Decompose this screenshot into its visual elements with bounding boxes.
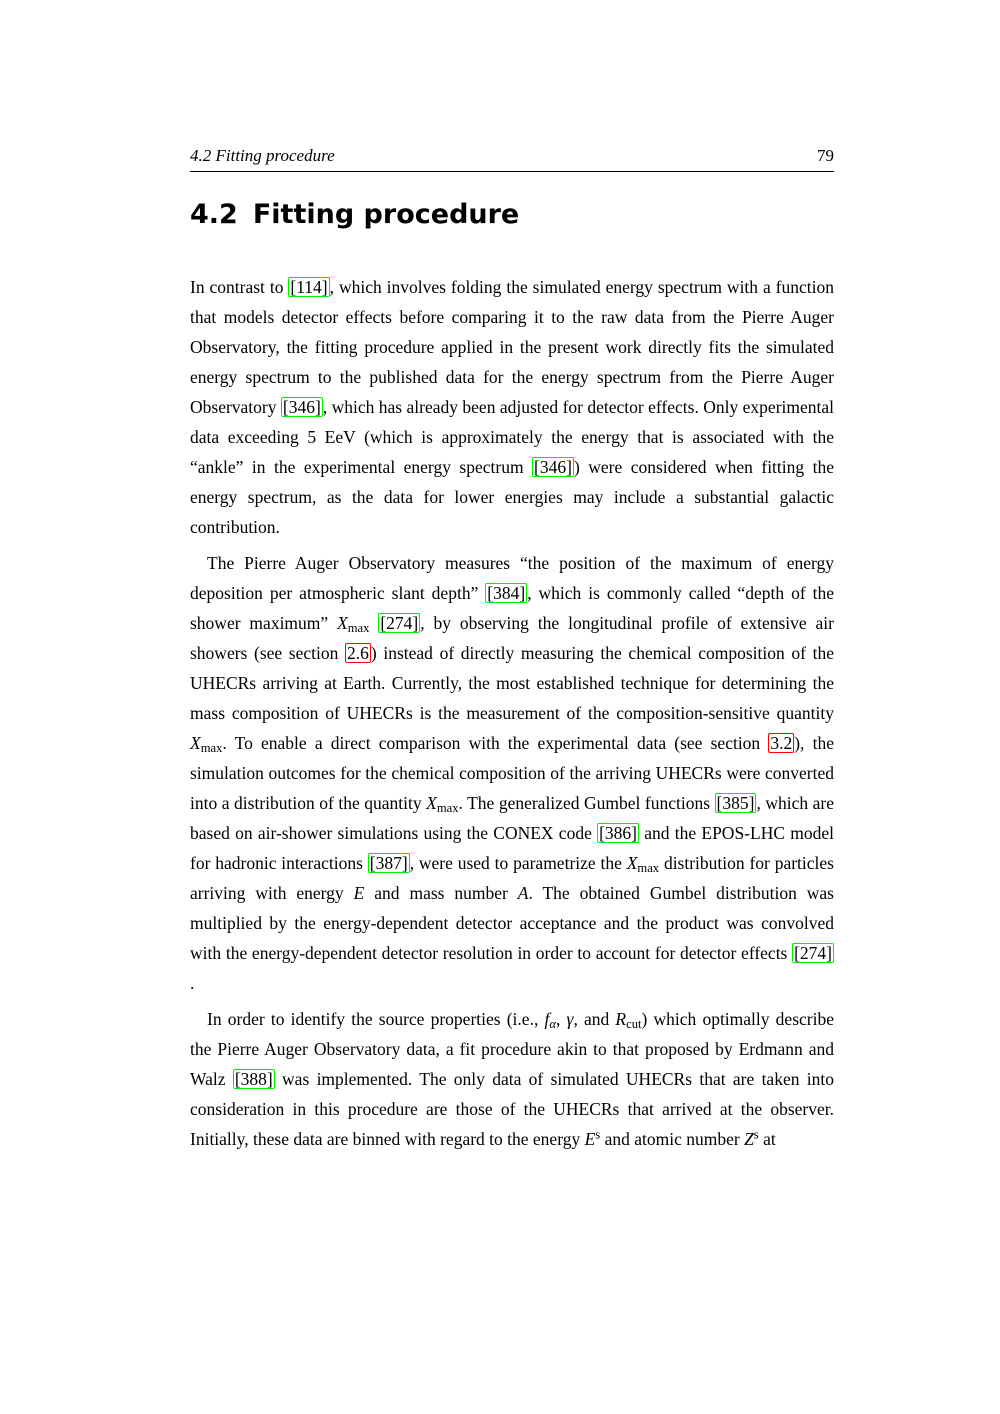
body-run: ) were considered when fitting the energy spectrum, as the data for lower energies may include a substantial galactic contribution. xyxy=(190,457,834,537)
body-run: , which involves folding the simulated energy spectrum with a function that models detector effects before comparing it to the raw data from the Pierre Auger Observatory, the fitting procedure applied in the present work directly fits the simulated energy spectrum to the published data for the energy spectrum from the Pierre Auger Observatory xyxy=(190,277,834,417)
section-heading xyxy=(190,199,834,231)
math-subscript: cut xyxy=(626,1016,642,1031)
body-run: , which has already been adjusted for detector effects. Only experimental data exceeding 5 EeV (which is approximately the energy that is associated with the “ankle” in the experimental energy spectrum xyxy=(190,397,834,477)
body-run: at xyxy=(758,1129,776,1149)
math-variable: X xyxy=(626,853,638,873)
paragraph-1 xyxy=(190,272,834,542)
citation-link[interactable]: [388] xyxy=(234,1069,273,1089)
body-run: ), the simulation outcomes for the chemical composition of the arriving UHECRs were converted into a distribution of the quantity xyxy=(190,733,834,813)
math-variable: R xyxy=(615,1009,627,1029)
math-subscript: max xyxy=(637,860,660,875)
body-run: . The generalized Gumbel functions xyxy=(458,793,715,813)
math-variable: Z xyxy=(744,1129,754,1149)
body-run xyxy=(369,613,378,633)
citation-link[interactable]: [386] xyxy=(599,823,637,843)
body-run: The Pierre Auger Observatory measures “the position of the maximum of energy deposition per atmospheric slant depth” xyxy=(190,553,834,603)
math-variable: E xyxy=(584,1129,596,1149)
citation-link[interactable]: [384] xyxy=(487,583,526,603)
body-run: . xyxy=(190,973,195,993)
math-superscript: s xyxy=(595,1127,601,1142)
section-ref-link[interactable]: 3.2 xyxy=(770,733,793,753)
math-variable: A xyxy=(517,883,529,903)
math-subscript: max xyxy=(347,620,370,635)
section-title: Fitting procedure xyxy=(252,199,520,230)
body-text xyxy=(190,272,834,1154)
body-run: , xyxy=(555,1009,567,1029)
page-number: 79 xyxy=(817,146,834,165)
body-run: , were used to parametrize the xyxy=(409,853,627,873)
math-variable: E xyxy=(353,883,365,903)
body-run: , which is commonly called “depth of the shower maximum” xyxy=(190,583,834,633)
citation-link[interactable]: [387] xyxy=(369,853,408,873)
body-run: In order to identify the source properties (i.e., xyxy=(207,1009,545,1029)
citation-link[interactable]: [346] xyxy=(534,457,572,477)
running-head xyxy=(190,146,834,166)
paragraph-3 xyxy=(190,1004,834,1154)
citation-link[interactable]: [274] xyxy=(380,613,419,633)
body-run: ) instead of directly measuring the chemical composition of the UHECRs arriving at Earth. Currently, the most established technique for determining the mass composition of UHECRs is the measurement of the composition-sensitive quantity xyxy=(190,643,834,723)
citation-link[interactable]: [274] xyxy=(794,943,832,963)
body-run: and atomic number xyxy=(600,1129,745,1149)
paragraph-2 xyxy=(190,548,834,998)
body-run: and mass number xyxy=(364,883,518,903)
math-variable: X xyxy=(426,793,437,813)
body-run: In contrast to xyxy=(190,277,289,297)
body-run: . To enable a direct comparison with the experimental data (see section xyxy=(222,733,769,753)
body-run: distribution for particles arriving with energy xyxy=(190,853,834,903)
math-subscript-italic: α xyxy=(549,1016,556,1031)
math-variable: X xyxy=(190,733,201,753)
math-variable: γ xyxy=(566,1009,574,1029)
math-variable: f xyxy=(544,1009,550,1029)
text-column xyxy=(190,146,834,1154)
math-superscript: s xyxy=(753,1127,759,1142)
running-head-rule xyxy=(190,171,834,172)
citation-link[interactable]: [114] xyxy=(290,277,328,297)
body-run: ) which optimally describe the Pierre Auger Observatory data, a fit procedure akin to that proposed by Erdmann and Walz xyxy=(190,1009,834,1089)
citation-link[interactable]: [346] xyxy=(282,397,321,417)
citation-link[interactable]: [385] xyxy=(716,793,755,813)
section-number: 4.2 xyxy=(190,199,238,230)
body-run: , which are based on air-shower simulations using the CONEX code xyxy=(190,793,834,843)
body-run: was implemented. The only data of simulated UHECRs that are taken into consideration in this procedure are those of the UHECRs that arrived at the observer. Initially, these data are binned with regard to the energy xyxy=(190,1069,834,1149)
body-run: and the EPOS-LHC model for hadronic interactions xyxy=(190,823,834,873)
running-head-title: 4.2 Fitting procedure xyxy=(190,146,335,165)
body-run: , and xyxy=(573,1009,616,1029)
body-run: , by observing the longitudinal profile of extensive air showers (see section xyxy=(190,613,834,663)
body-run: . The obtained Gumbel distribution was multiplied by the energy-dependent detector acceptance and the product was convolved with the energy-dependent detector resolution in order to account for detector effects xyxy=(190,883,834,963)
math-variable: X xyxy=(337,613,348,633)
math-subscript: max xyxy=(436,800,459,815)
math-subscript: max xyxy=(200,740,223,755)
section-ref-link[interactable]: 2.6 xyxy=(347,643,369,663)
